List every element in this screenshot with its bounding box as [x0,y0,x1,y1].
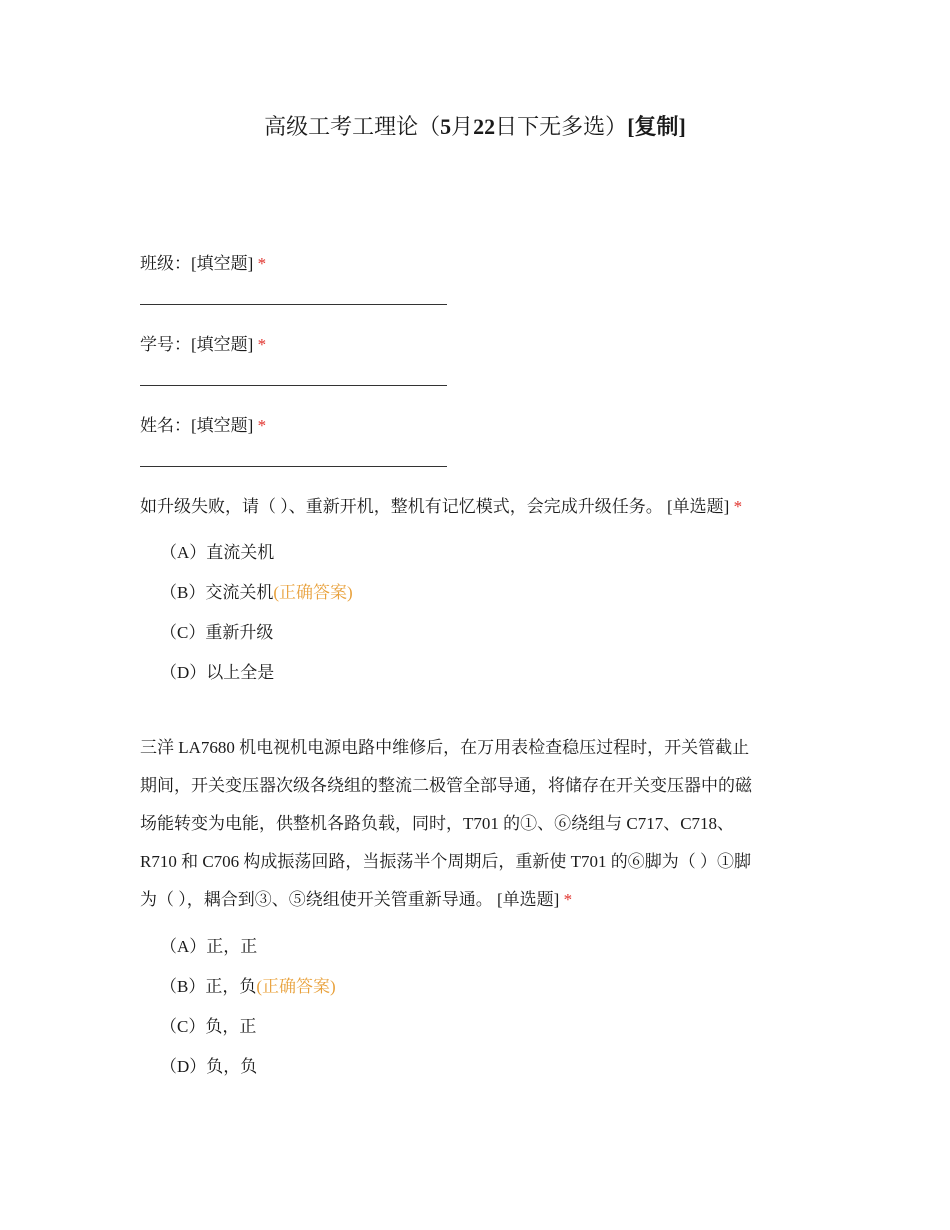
title-number-day: 22 [473,114,496,139]
required-marker: * [257,335,267,354]
title-text-month: 月 [451,114,474,139]
q2-option-d[interactable] [160,1055,257,1079]
required-marker: * [733,497,743,516]
question-stem-line: 三洋 LA7680 机电视机电源电路中维修后，在万用表检查稳压过程时，开关管截止 [140,738,750,757]
question-1-text [140,495,742,519]
question-stem-line: R710 和 C706 构成振荡回路，当振荡半个周期后，重新使 T701 的⑥脚为（ ）①脚 [140,852,752,871]
field-class-label [140,252,266,276]
question-type: [填空题] [191,416,254,435]
question-stem-line-last [140,881,820,919]
correct-answer-marker: (正确答案) [273,583,353,602]
field-name-input[interactable] [140,466,447,467]
question-stem-line: 场能转变为电能，供整机各路负载，同时，T701 的①、⑥绕组与 C717、C718、 [140,814,735,833]
q2-option-c[interactable] [160,1015,256,1039]
option-label: （D）以上全是 [160,663,275,682]
field-name-label [140,414,266,438]
q2-option-b[interactable] [160,975,336,999]
question-stem-line: 期间，开关变压器次级各绕组的整流二极管全部导通，将储存在开关变压器中的磁 [140,776,752,795]
field-label-text: 班级： [140,254,191,273]
q2-option-a[interactable] [160,935,257,959]
field-student-id-input[interactable] [140,385,447,386]
page-title [0,112,950,142]
question-2-text [140,729,820,919]
title-text-tail: 日下无多选） [495,114,628,139]
required-marker: * [257,416,267,435]
q1-option-b[interactable] [160,581,353,605]
question-type: [填空题] [191,254,254,273]
option-label: （B）交流关机 [160,583,274,602]
question-stem: 如升级失败，请（ ）、重新开机，整机有记忆模式，会完成升级任务。 [140,497,663,516]
correct-answer-marker: (正确答案) [256,977,336,996]
question-type: [填空题] [191,335,254,354]
required-marker: * [563,890,573,909]
option-label: （B）正，负 [160,977,257,996]
option-label: （A）正，正 [160,937,258,956]
copy-link[interactable]: [复制] [627,114,686,139]
option-label: （C）重新升级 [160,623,274,642]
title-text: 高级工考工理论（ [264,114,441,139]
question-type: [单选题] [497,890,560,909]
title-number-month: 5 [440,114,452,139]
option-label: （A）直流关机 [160,543,275,562]
option-label: （D）负，负 [160,1057,258,1076]
field-label-text: 学号： [140,335,191,354]
option-label: （C）负，正 [160,1017,257,1036]
q1-option-a[interactable] [160,541,274,565]
field-class-input[interactable] [140,304,447,305]
required-marker: * [257,254,267,273]
field-label-text: 姓名： [140,416,191,435]
q1-option-c[interactable] [160,621,273,645]
q1-option-d[interactable] [160,661,274,685]
question-stem-text: 为（ ），耦合到③、⑤绕组使开关管重新导通。 [140,890,493,909]
question-type: [单选题] [667,497,730,516]
field-student-id-label [140,333,266,357]
